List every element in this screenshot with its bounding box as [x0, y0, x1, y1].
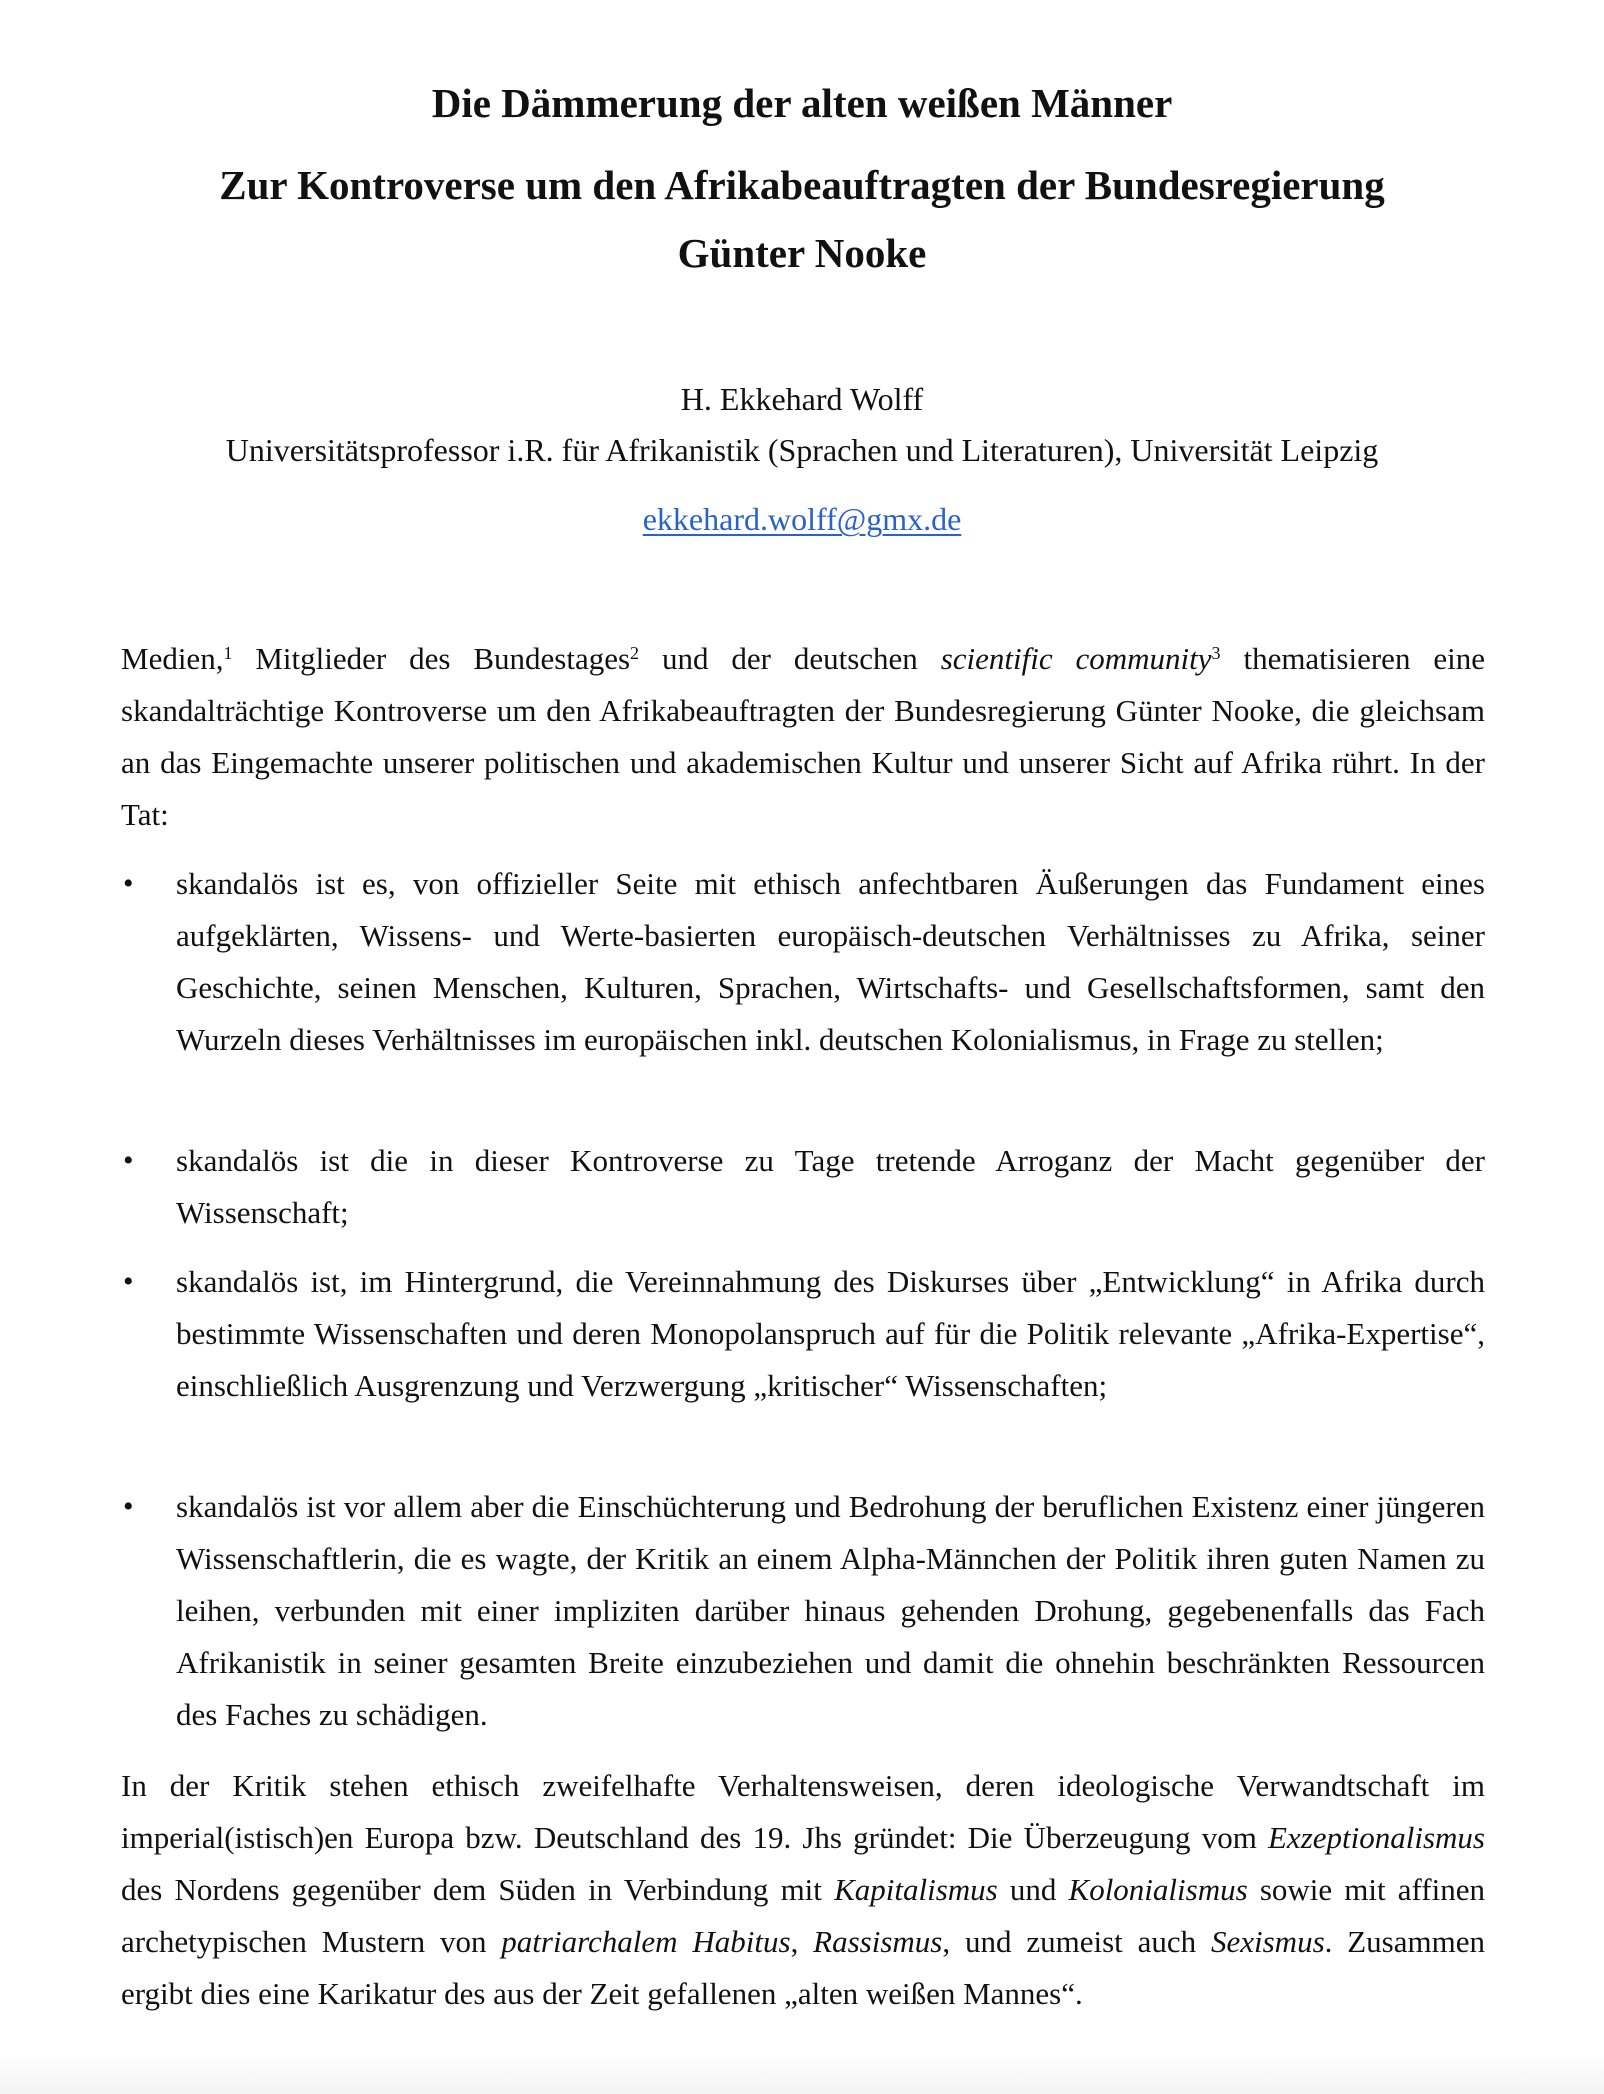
bullet-text: skandalös ist, im Hintergrund, die Vereinnahmung des Diskurses über „Entwicklung“ in Afrika durch bestimmte Wissenschaften und deren Monopolanspruch auf für die Politik relevante „Afrika-Expertise“, einschließlich Ausgrenzung und Verzwergung „kritischer“ Wissenschaften; — [176, 1264, 1485, 1403]
bullet-dot-icon: • — [123, 867, 134, 900]
intro-text: thematisieren eine skandalträchtige Kontroverse um den Afrikabeauftragten der Bundesregierung Günter Nooke, die gleichsam an das Eingemachte unserer politischen und akademischen Kultur und unserer Sicht auf Afrika rührt. In der Tat: — [121, 641, 1485, 832]
intro-text: und der deutschen — [639, 641, 941, 676]
closing-emphasis: Kolonialismus — [1068, 1872, 1248, 1907]
closing-emphasis: patriarchalem Habitus — [501, 1924, 791, 1959]
closing-emphasis: Kapitalismus — [834, 1872, 998, 1907]
closing-text: , — [790, 1924, 814, 1959]
footnote-marker-3[interactable]: 3 — [1211, 643, 1221, 663]
closing-emphasis: Sexismus — [1210, 1924, 1325, 1959]
closing-text: , und zumeist auch — [942, 1924, 1211, 1959]
bullet-dot-icon: • — [123, 1144, 134, 1177]
closing-text: sowie mit affinen archetypischen Mustern von — [121, 1872, 1485, 1959]
intro-text: Mitglieder des Bundestages — [232, 641, 631, 676]
bullet-dot-icon: • — [123, 1490, 134, 1523]
author-email-line — [0, 503, 1604, 535]
closing-text: . Zusammen ergibt dies eine Karikatur des aus der Zeit gefallenen „alten weißen Mannes“. — [121, 1924, 1485, 2011]
closing-text: und — [997, 1872, 1069, 1907]
intro-paragraph — [121, 633, 1485, 841]
bullet-text: skandalös ist vor allem aber die Einschüchterung und Bedrohung der beruflichen Existenz einer jüngeren Wissenschaftlerin, die es wagte, der Kritik an einem Alpha-Männchen der Politik ihren guten Namen zu leihen, verbunden mit einer impliziten darüber hinaus gehenden Drohung, gegebenenfalls das Fach Afrikanistik in seiner gesamten Breite einzubeziehen und damit die ohnehin beschränkten Ressourcen des Faches zu schädigen. — [176, 1489, 1485, 1732]
closing-emphasis: Exzeptionalismus — [1268, 1820, 1485, 1855]
intro-emphasis: scientific community — [940, 641, 1212, 676]
author-email-link[interactable]: ekkehard.wolff@gmx.de — [642, 501, 962, 537]
author-name: H. Ekkehard Wolff — [680, 381, 924, 417]
page-bottom-shadow — [0, 2054, 1604, 2094]
closing-paragraph — [121, 1760, 1485, 2020]
document-subtitle: Zur Kontroverse um den Afrikabeauftragten der Bundesregierung — [219, 162, 1385, 208]
document-title: Die Dämmerung der alten weißen Männer — [431, 80, 1173, 126]
closing-text: des Nordens gegenüber dem Süden in Verbindung mit — [121, 1872, 835, 1907]
author-affiliation: Universitätsprofessor i.R. für Afrikanistik (Sprachen und Literaturen), Universität Leipzig — [225, 432, 1379, 468]
bullet-dot-icon: • — [123, 1265, 134, 1298]
footnote-marker-1[interactable]: 1 — [223, 643, 233, 663]
closing-emphasis: Rassismus — [813, 1924, 943, 1959]
bullet-text: skandalös ist die in dieser Kontroverse zu Tage tretende Arroganz der Macht gegenüber der Wissenschaft; — [176, 1143, 1485, 1230]
intro-text: Medien, — [121, 641, 224, 676]
footnote-marker-2[interactable]: 2 — [630, 643, 640, 663]
closing-text: In der Kritik stehen ethisch zweifelhafte Verhaltensweisen, deren ideologische Verwandtschaft im imperial(istisch)en Europa bzw. Deutschland des 19. Jhs gründet: Die Überzeugung vom — [121, 1768, 1485, 1855]
document-subtitle-name: Günter Nooke — [677, 230, 927, 276]
bullet-text: skandalös ist es, von offizieller Seite mit ethisch anfechtbaren Äußerungen das Fundament eines aufgeklärten, Wissens- und Werte-basierten europäisch-deutschen Verhältnisses zu Afrika, seiner Geschichte, seinen Menschen, Kulturen, Sprachen, Wirtschafts- und Gesellschaftsformen, samt den Wurzeln dieses Verhältnisses im europäischen inkl. deutschen Kolonialismus, in Frage zu stellen; — [176, 866, 1485, 1057]
